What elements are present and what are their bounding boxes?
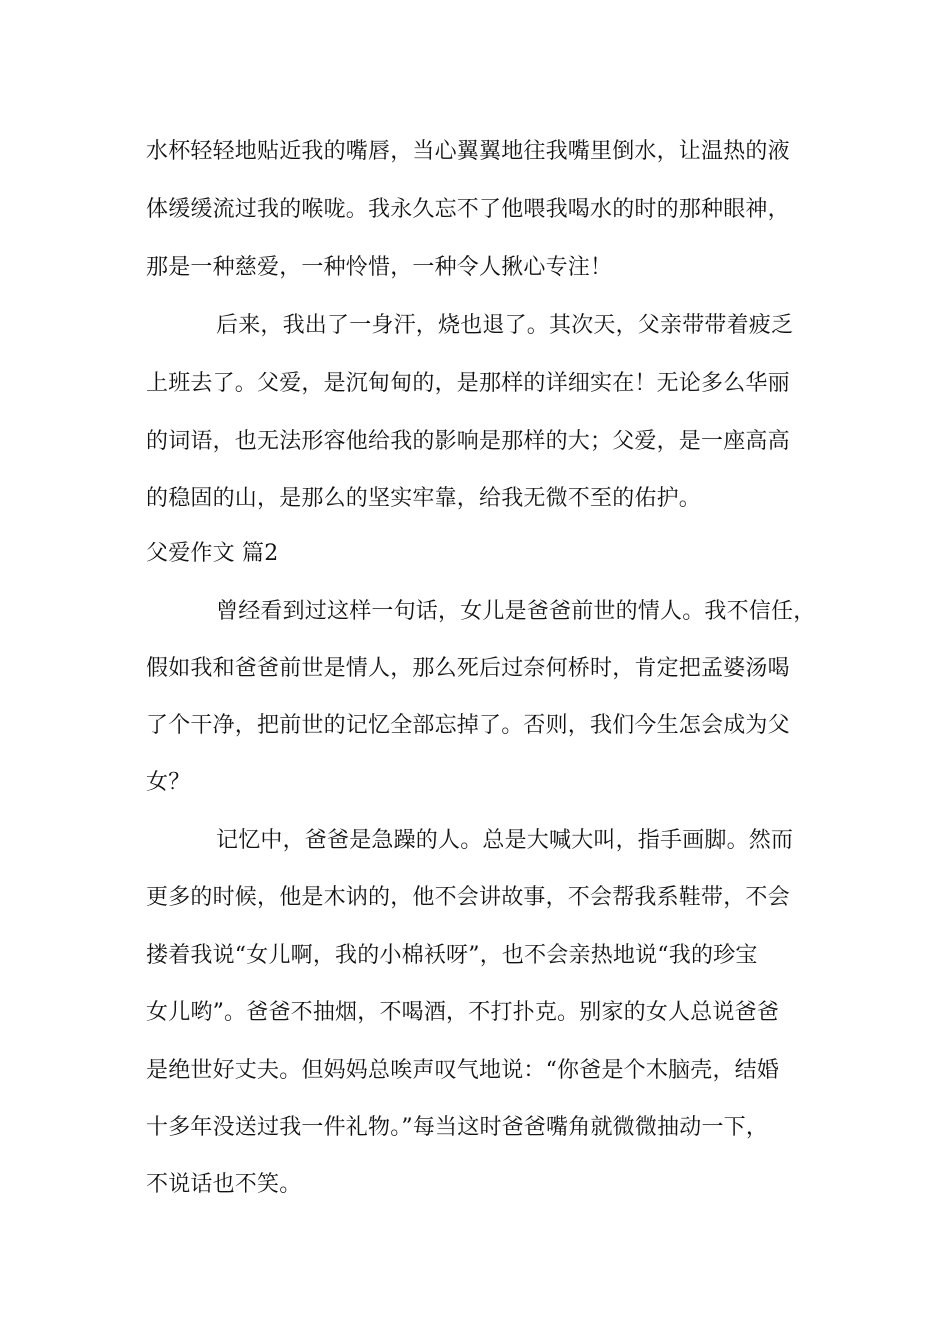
text-line: 的稳固的山，是那么的坚实牢靠，给我无微不至的佑护。 bbox=[146, 486, 702, 511]
text-line: 不说话也不笑。 bbox=[146, 1172, 302, 1197]
text-line: 是绝世好丈夫。但妈妈总唉声叹气地说：“你爸是个木脑壳，结婚 bbox=[146, 1058, 780, 1083]
paragraph-start: 记忆中，爸爸是急躁的人。总是大喊大叫，指手画脚。然而 bbox=[216, 828, 794, 853]
text-line: 上班去了。父爱，是沉甸甸的，是那样的详细实在！无论多么华丽 bbox=[146, 371, 790, 396]
text-line: 女？ bbox=[146, 770, 191, 795]
text-line: 了个干净，把前世的记忆全部忘掉了。否则，我们今生怎会成为父 bbox=[146, 713, 790, 738]
text-line: 体缓缓流过我的喉咙。我永久忘不了他喂我喝水的时的那种眼神， bbox=[146, 197, 790, 222]
text-line: 更多的时候，他是木讷的，他不会讲故事，不会帮我系鞋带，不会 bbox=[146, 885, 790, 910]
text-line: 十多年没送过我一件礼物。”每当这时爸爸嘴角就微微抽动一下， bbox=[146, 1115, 769, 1140]
text-line: 搂着我说“女儿啊，我的小棉袄呀”，也不会亲热地说“我的珍宝 bbox=[146, 943, 758, 968]
section-heading: 父爱作文 篇2 bbox=[146, 541, 279, 566]
text-line: 那是一种慈爱，一种怜惜，一种令人揪心专注！ bbox=[146, 255, 613, 280]
paragraph-start: 后来，我出了一身汗，烧也退了。其次天，父亲带带着疲乏 bbox=[216, 313, 794, 338]
text-line: 女儿哟”。爸爸不抽烟，不喝酒，不打扑克。别家的女人总说爸爸 bbox=[146, 1000, 780, 1025]
text-line: 假如我和爸爸前世是情人，那么死后过奈何桥时，肯定把孟婆汤喝 bbox=[146, 656, 790, 681]
text-line: 的词语，也无法形容他给我的影响是那样的大；父爱，是一座高高 bbox=[146, 429, 790, 454]
paragraph-start: 曾经看到过这样一句话，女儿是爸爸前世的情人。我不信任， bbox=[216, 599, 816, 624]
text-line: 水杯轻轻地贴近我的嘴唇，当心翼翼地往我嘴里倒水，让温热的液 bbox=[146, 139, 790, 164]
